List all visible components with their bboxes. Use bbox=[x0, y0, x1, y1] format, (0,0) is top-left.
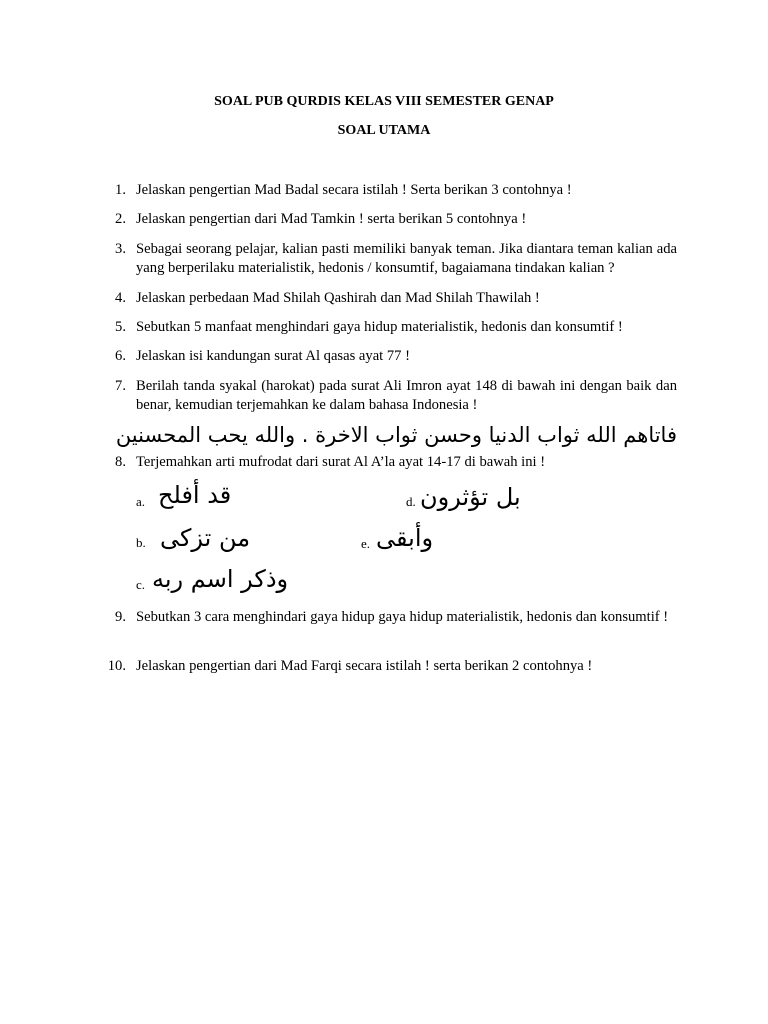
question-number: 9. bbox=[115, 609, 126, 625]
question-number: 3. bbox=[115, 241, 126, 257]
option-a-arabic: قد أفلح bbox=[158, 481, 232, 509]
question-number: 2. bbox=[115, 211, 126, 227]
option-c-arabic: وذكر اسم ربه bbox=[152, 565, 289, 593]
question-text: Sebutkan 5 manfaat menghindari gaya hidup materialistik, hedonis dan konsumtif ! bbox=[136, 319, 623, 335]
question-number: 6. bbox=[115, 348, 126, 364]
question-number: 8. bbox=[115, 454, 126, 470]
arabic-verse: فاتاهم الله ثواب الدنيا وحسن ثواب الاخرة . والله يحب المحسنين bbox=[115, 423, 677, 447]
option-d-label: d. bbox=[406, 494, 416, 509]
question-text: Sebutkan 3 cara menghindari gaya hidup gaya hidup materialistik, hedonis dan konsumtif ! bbox=[136, 609, 669, 625]
option-c-label: c. bbox=[136, 577, 146, 592]
question-text: Jelaskan pengertian dari Mad Tamkin ! serta berikan 5 contohnya ! bbox=[136, 211, 527, 227]
option-b-label: b. bbox=[136, 535, 146, 550]
question-number: 10. bbox=[107, 658, 126, 674]
question-text: Jelaskan pengertian dari Mad Farqi secara istilah ! serta berikan 2 contohnya ! bbox=[136, 658, 593, 674]
page-subtitle: SOAL UTAMA bbox=[337, 123, 431, 138]
option-b-arabic: من تزكى bbox=[160, 524, 251, 552]
question-number: 7. bbox=[115, 378, 126, 394]
question-text: Sebagai seorang pelajar, kalian pasti memiliki banyak teman. Jika diantara teman kalian ada yang berperilaku materialistik, hedonis / konsumtif, bagaiamana tindakan kalian ? bbox=[136, 241, 677, 276]
question-number: 5. bbox=[115, 319, 126, 335]
question-number: 4. bbox=[115, 290, 126, 306]
question-text: Berilah tanda syakal (harokat) pada surat Ali Imron ayat 148 di bawah ini dengan baik dan benar, kemudian terjemahkan ke dalam bahasa Indonesia ! bbox=[136, 378, 677, 413]
question-text: Jelaskan pengertian Mad Badal secara istilah ! Serta berikan 3 contohnya ! bbox=[136, 182, 572, 198]
question-text: Jelaskan isi kandungan surat Al qasas ayat 77 ! bbox=[136, 348, 410, 364]
option-e-arabic: وأبقى bbox=[376, 524, 434, 552]
question-text: Jelaskan perbedaan Mad Shilah Qashirah dan Mad Shilah Thawilah ! bbox=[136, 290, 540, 306]
option-d-arabic: بل تؤثرون bbox=[420, 483, 521, 511]
page-title: SOAL PUB QURDIS KELAS VIII SEMESTER GENAP bbox=[214, 94, 554, 109]
option-e-label: e. bbox=[361, 536, 371, 551]
question-number: 1. bbox=[115, 182, 126, 198]
option-a-label: a. bbox=[136, 494, 146, 509]
question-text: Terjemahkan arti mufrodat dari surat Al A’la ayat 14-17 di bawah ini ! bbox=[136, 454, 546, 470]
